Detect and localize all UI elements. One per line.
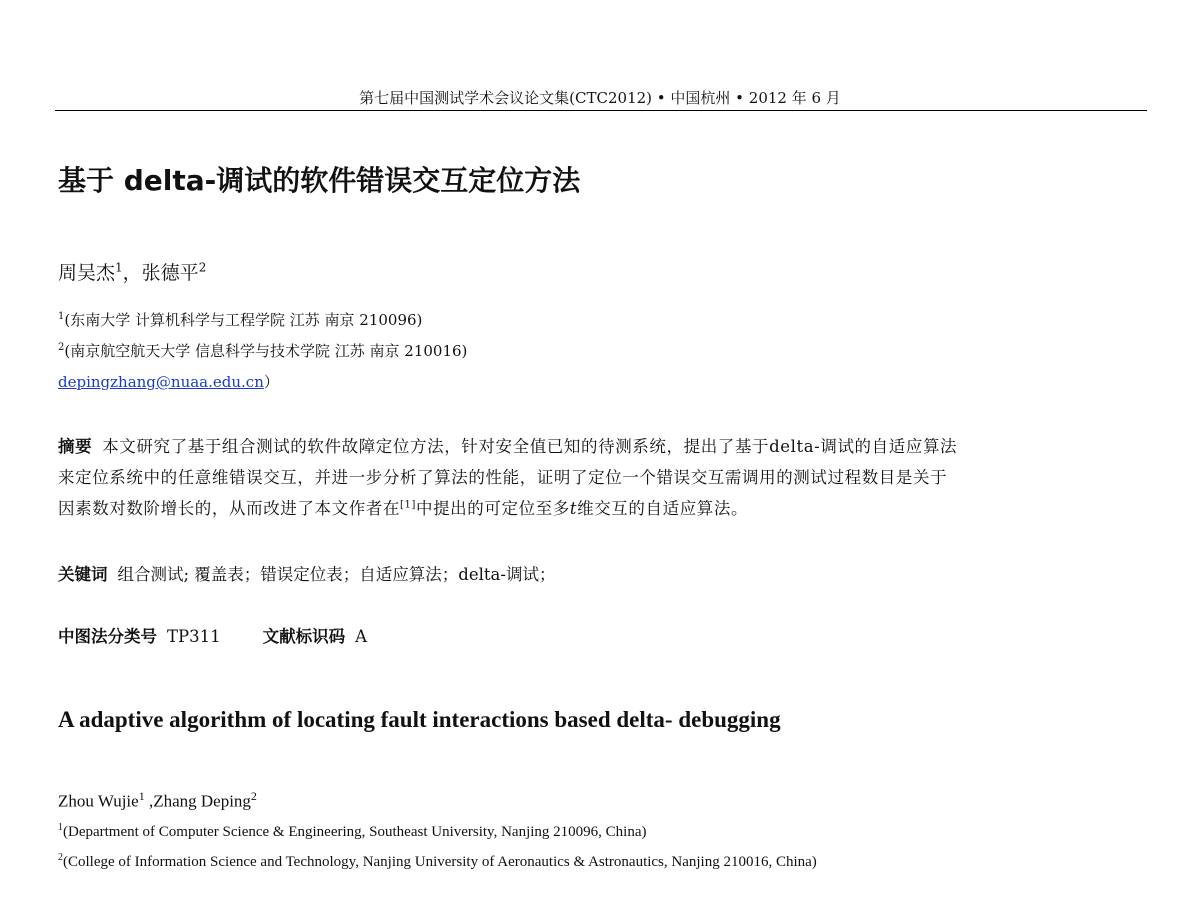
abstract-label: 摘要 xyxy=(58,437,93,456)
author-separator: ， xyxy=(122,262,142,284)
abstract-text: 本文研究了基于组合测试的软件故障定位方法，针对安全值已知的待测系统，提出了基于delta-调试的自适应算法 xyxy=(102,437,958,456)
affiliation-text: (南京航空航天大学 信息科学与技术学院 江苏 南京 210016) xyxy=(64,342,468,360)
author-affiliation-mark: 1 xyxy=(138,789,145,803)
affiliation-mark: 1 xyxy=(58,311,65,322)
keywords-text: 组合测试; 覆盖表；错误定位表；自适应算法；delta-调试； xyxy=(117,565,556,584)
author-affiliation-mark: 2 xyxy=(198,260,207,275)
variable-t: t xyxy=(569,499,578,518)
paper-title-english: A adaptive algorithm of locating fault interactions based delta- debugging xyxy=(58,707,781,732)
affiliation-line xyxy=(58,340,467,361)
keywords-label: 关键词 xyxy=(58,565,108,584)
author-affiliation-mark: 1 xyxy=(115,260,123,275)
affiliation-line-english xyxy=(58,822,646,841)
classification-line xyxy=(58,623,367,647)
affiliation-line xyxy=(58,309,422,330)
abstract-text: 维交互的自适应算法。 xyxy=(577,499,749,518)
abstract-line xyxy=(58,495,748,519)
header-rule xyxy=(55,110,1147,111)
clc-label: 中图法分类号 xyxy=(58,627,157,646)
authors-chinese xyxy=(58,258,206,285)
abstract-text: 因素数对数阶增长的，从而改进了本文作者在 xyxy=(58,499,400,518)
abstract-text: 中提出的可定位至多 xyxy=(415,499,570,518)
affiliation-text: (Department of Computer Science & Engineering, Southeast University, Nanjing 210096, China) xyxy=(63,824,647,840)
author-name: Zhou Wujie xyxy=(58,791,139,811)
authors-english xyxy=(58,789,257,812)
author-name: 周吴杰 xyxy=(58,262,116,284)
running-header: 第七届中国测试学术会议论文集(CTC2012) • 中国杭州 • 2012 年 6 月 xyxy=(359,89,841,107)
author-name: 张德平 xyxy=(141,262,199,284)
author-name: ,Zhang Deping xyxy=(144,791,251,811)
author-affiliation-mark: 2 xyxy=(250,789,257,803)
affiliation-mark: 2 xyxy=(58,852,63,863)
email-link[interactable]: depingzhang@nuaa.edu.cn xyxy=(58,373,264,391)
abstract-line xyxy=(58,433,957,457)
affiliation-mark: 1 xyxy=(58,822,63,833)
paper-title-chinese: 基于 delta-调试的软件错误交互定位方法 xyxy=(58,164,581,197)
affiliation-text: (College of Information Science and Technology, Nanjing University of Aeronautics & Astronautics, Nanjing 210016, China) xyxy=(63,854,817,870)
clc-value: TP311 xyxy=(167,627,221,646)
doc-code-value: A xyxy=(355,627,368,646)
email-line xyxy=(58,371,279,392)
affiliation-line-english xyxy=(58,852,817,871)
affiliation-text: (东南大学 计算机科学与工程学院 江苏 南京 210096) xyxy=(64,311,423,329)
abstract-line: 来定位系统中的任意维错误交互，并进一步分析了算法的性能，证明了定位一个错误交互需调用的测试过程数目是关于 xyxy=(58,468,948,487)
email-suffix: ） xyxy=(263,373,279,391)
doc-code-label: 文献标识码 xyxy=(262,627,346,646)
keywords-line xyxy=(58,561,555,585)
affiliation-mark: 2 xyxy=(58,342,65,353)
citation-ref: [1] xyxy=(400,499,416,511)
